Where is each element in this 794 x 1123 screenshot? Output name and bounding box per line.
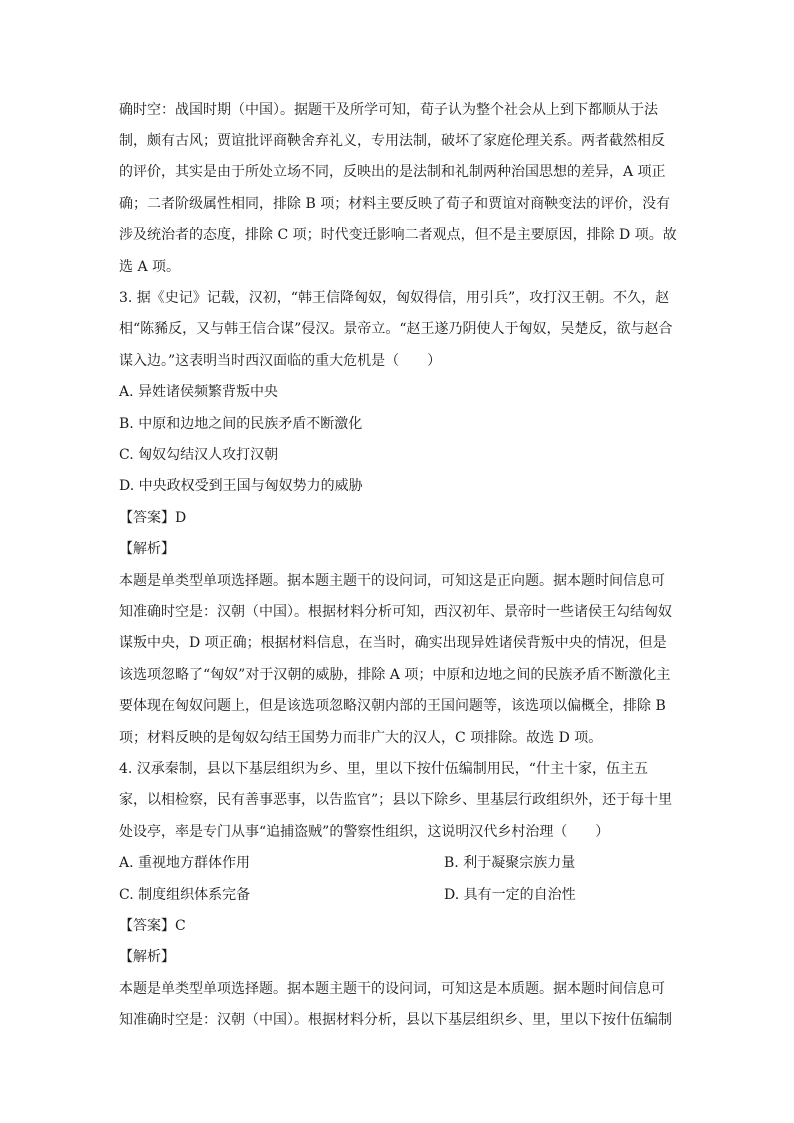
question-4-stem: 4. 汉承秦制，县以下基层组织为乡、里，里以下按什伍编制用民，“什主十家，伍主五 [119,761,648,777]
analysis-text: 本题是单类型单项选择题。据本题主题干的设问词，可知这是正向题。据本题时间信息可 [119,573,665,589]
question-3-stem: 谋入边。”这表明当时西汉面临的重大危机是（ ） [119,353,442,369]
option-d: D. 具有一定的自治性 [444,887,576,903]
text-line: 的评价，其实是由于所处立场不同，反映出的是法制和礼制两种治国思想的差异，A 项正 [119,164,666,180]
option-a: A. 重视地方群体作用 [119,855,251,871]
analysis-text: 要体现在匈奴问题上，但是该选项忽略汉朝内部的王国问题等，该选项以偏概全，排除 B [119,698,666,714]
analysis-text: 本题是单类型单项选择题。据本题主题干的设问词，可知这是本质题。据本题时间信息可 [119,981,665,997]
analysis-text: 谋叛中央，D 项正确；根据材料信息，在当时，确实出现异姓诸侯背叛中央的情况，但是 [119,635,667,651]
question-4-stem: 家，以相检察，民有善事恶事，以告监官”；县以下除乡、里基层行政组织外，还于每十里 [119,792,673,808]
analysis-label: 【解析】 [119,541,175,557]
analysis-text: 该选项忽略了“匈奴”对于汉朝的威胁，排除 A 项；中原和边地之间的民族矛盾不断激化主 [119,667,671,683]
answer-label: 【答案】C [119,918,186,934]
text-line: 确；二者阶级属性相同，排除 B 项；材料主要反映了荀子和贾谊对商鞅变法的评价，没有 [119,196,671,212]
question-3-stem: 3. 据《史记》记载，汉初，“韩王信降匈奴，匈奴得信，用引兵”，攻打汉王朝。不久，赵 [119,290,670,306]
question-4-stem: 处设亭，率是专门从事“追捕盗贼”的警察性组织，这说明汉代乡村治理（ ） [119,824,610,840]
text-line: 制，颇有古风；贾谊批评商鞅舍弃礼义，专用法制，破坏了家庭伦理关系。两者截然相反 [119,133,665,149]
text-line: 涉及统治者的态度，排除 C 项；时代变迁影响二者观点，但不是主要原因，排除 D 项。故 [119,227,677,243]
question-3-stem: 相“陈豨反，又与韩王信合谋”侵汉。景帝立。“赵王遂乃阴使人于匈奴，吴楚反，欲与赵合 [119,321,673,337]
option-c: C. 匈奴勾结汉人攻打汉朝 [119,447,279,463]
option-b: B. 中原和边地之间的民族矛盾不断激化 [119,416,363,432]
analysis-text: 项；材料反映的是匈奴勾结王国势力而非广大的汉人，C 项排除。故选 D 项。 [119,730,603,746]
option-b: B. 利于凝聚宗族力量 [444,855,576,871]
text-line: 确时空：战国时期（中国）。据题干及所学可知，荀子认为整个社会从上到下都顺从于法 [119,102,658,118]
analysis-label: 【解析】 [119,949,175,965]
analysis-text: 知准确时空是：汉朝（中国）。根据材料分析，县以下基层组织乡、里，里以下按什伍编制 [119,1012,672,1028]
option-c: C. 制度组织体系完备 [119,887,251,903]
answer-label: 【答案】D [119,510,187,526]
option-a: A. 异姓诸侯频繁背叛中央 [119,384,279,400]
analysis-text: 知准确时空是：汉朝（中国）。根据材料分析可知，西汉初年、景帝时一些诸侯王勾结匈奴 [119,604,672,620]
text-line: 选 A 项。 [119,259,181,275]
option-d: D. 中央政权受到王国与匈奴势力的威胁 [119,478,363,494]
